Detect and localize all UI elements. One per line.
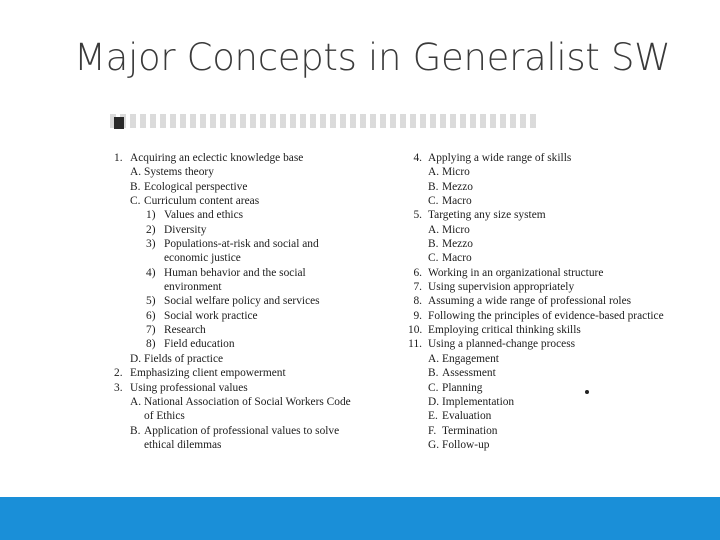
outline-item	[114, 438, 389, 452]
outline-text: Using supervision appropriately	[428, 281, 575, 294]
outline-marker: 6)	[146, 309, 156, 322]
outline-item	[114, 223, 389, 237]
outline-text: Planning	[442, 381, 483, 394]
outline-marker: A.	[428, 166, 440, 179]
outline-item	[114, 352, 389, 366]
outline-marker: F.	[428, 424, 437, 437]
outline-item	[114, 237, 389, 251]
outline-text: Macro	[442, 195, 472, 208]
outline-item	[408, 366, 698, 380]
outline-text: National Association of Social Workers Code	[144, 395, 351, 408]
outline-marker: B.	[428, 367, 439, 380]
outline-item	[114, 323, 389, 337]
outline-item	[114, 266, 389, 280]
outline-item	[114, 409, 389, 423]
outline-item	[114, 194, 389, 208]
outline-text: ethical dilemmas	[144, 438, 222, 451]
outline-item	[408, 223, 698, 237]
outline-item	[408, 409, 698, 423]
outline-item	[408, 309, 698, 323]
outline-item	[408, 165, 698, 179]
outline-marker: 1.	[114, 152, 123, 164]
outline-marker: 2.	[114, 367, 123, 380]
outline-item	[114, 151, 389, 165]
outline-text: Using professional values	[130, 381, 248, 394]
outline-marker: C.	[428, 252, 439, 265]
outline-item	[408, 381, 698, 395]
outline-item	[408, 280, 698, 294]
outline-marker: 4.	[413, 152, 422, 164]
outline-marker: A.	[130, 166, 142, 179]
outline-item	[408, 208, 698, 222]
outline-marker: 11.	[408, 338, 422, 351]
outline-item	[408, 323, 698, 337]
outline-text: Application of professional values to solve	[144, 424, 340, 437]
outline-text: Engagement	[442, 352, 499, 365]
outline-item	[114, 208, 389, 222]
outline-text: Working in an organizational structure	[428, 266, 604, 279]
outline-text: economic justice	[164, 252, 241, 265]
outline-item	[408, 395, 698, 409]
outline-text: Fields of practice	[144, 352, 224, 365]
outline-item	[408, 337, 698, 351]
outline-text: Field education	[164, 338, 235, 351]
outline-text: Acquiring an eclectic knowledge base	[130, 152, 304, 164]
outline-text: Employing critical thinking skills	[428, 324, 581, 337]
outline-item	[114, 381, 389, 395]
outline-text: Micro	[442, 166, 470, 179]
outline-text: Implementation	[442, 395, 515, 408]
outline-marker: 1)	[146, 209, 156, 222]
outline-marker: 2)	[146, 223, 156, 236]
slide-title: Major Concepts in Generalist SW	[74, 36, 671, 79]
outline-item	[408, 352, 698, 366]
outline-item	[114, 165, 389, 179]
outline-item	[408, 266, 698, 280]
outline-text: Social work practice	[164, 309, 258, 322]
outline-marker: B.	[130, 424, 141, 437]
outline-marker: A.	[130, 395, 142, 408]
outline-marker: 8.	[413, 295, 422, 308]
outline-marker: 5.	[413, 209, 422, 222]
outline-text: Research	[164, 324, 206, 337]
outline-marker: 3.	[114, 381, 123, 394]
outline-marker: B.	[428, 238, 439, 251]
outline-item	[114, 337, 389, 351]
outline-marker: E.	[428, 410, 438, 423]
outline-text: Mezzo	[442, 180, 473, 193]
outline-marker: A.	[428, 223, 440, 236]
outline-item	[114, 280, 389, 294]
outline-marker: 10.	[408, 324, 423, 337]
outline-text: Termination	[442, 424, 498, 437]
outline-text: Diversity	[164, 223, 207, 236]
outline-text: Human behavior and the social	[164, 266, 306, 279]
outline-marker: C.	[428, 195, 439, 208]
outline-marker: 4)	[146, 266, 156, 279]
scan-artifact	[114, 117, 124, 129]
footer-accent-bar	[0, 497, 720, 540]
outline-marker: 3)	[146, 238, 156, 251]
outline-text: Assuming a wide range of professional roles	[428, 295, 632, 308]
outline-text: Following the principles of evidence-based practice	[428, 309, 664, 322]
outline-text: Emphasizing client empowerment	[130, 367, 286, 380]
outline-text: Using a planned-change process	[428, 338, 576, 351]
outline-text: Assessment	[442, 367, 496, 380]
outline-marker: B.	[428, 180, 439, 193]
outline-text: Macro	[442, 252, 472, 265]
outline-item	[408, 438, 698, 452]
outline-text: Curriculum content areas	[144, 195, 260, 208]
outline-item	[114, 395, 389, 409]
outline-text: Follow-up	[442, 438, 490, 451]
outline-marker: C.	[428, 381, 439, 394]
outline-marker: 7)	[146, 324, 156, 337]
outline-marker: 9.	[413, 309, 422, 322]
outline-marker: G.	[428, 438, 440, 451]
outline-text: Systems theory	[144, 166, 214, 179]
outline-text: Evaluation	[442, 410, 492, 423]
outline-text: Populations-at-risk and social and	[164, 238, 319, 251]
outline-item	[408, 237, 698, 251]
outline-item	[408, 194, 698, 208]
outline-item	[408, 294, 698, 308]
scan-dot-artifact	[585, 390, 589, 394]
outline-item	[114, 309, 389, 323]
outline-text: Social welfare policy and services	[164, 295, 320, 308]
outline-marker: 5)	[146, 295, 156, 308]
outline-item	[408, 251, 698, 265]
outline-text: Micro	[442, 223, 470, 236]
outline-text: Targeting any size system	[428, 209, 546, 222]
outline-item	[114, 251, 389, 265]
outline-text: Values and ethics	[164, 209, 244, 222]
outline-item	[408, 151, 698, 165]
outline-marker: 7.	[413, 281, 422, 294]
outline-text: Mezzo	[442, 238, 473, 251]
outline-right-column	[408, 151, 698, 452]
outline-text: of Ethics	[144, 410, 185, 423]
outline-item	[114, 424, 389, 438]
outline-item	[408, 424, 698, 438]
outline-text: environment	[164, 281, 222, 294]
outline-item	[408, 180, 698, 194]
outline-text: Applying a wide range of skills	[428, 152, 572, 164]
outline-marker: D.	[428, 395, 440, 408]
outline-marker: 8)	[146, 338, 156, 351]
outline-marker: B.	[130, 180, 141, 193]
outline-marker: C.	[130, 195, 141, 208]
outline-item	[114, 180, 389, 194]
outline-item	[114, 294, 389, 308]
outline-marker: A.	[428, 352, 440, 365]
outline-left-column	[114, 151, 389, 452]
outline-item	[114, 366, 389, 380]
scanned-header-residue	[110, 114, 540, 128]
outline-marker: 6.	[413, 266, 422, 279]
outline-marker: D.	[130, 352, 142, 365]
outline-text: Ecological perspective	[144, 180, 248, 193]
